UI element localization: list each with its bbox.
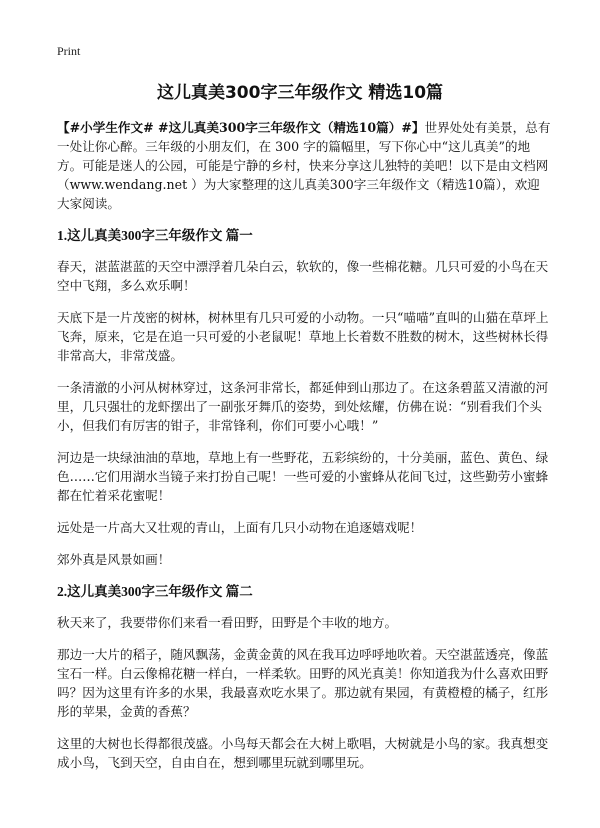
section-paragraph: 这里的大树也长得都很茂盛。小鸟每天都会在大树上歌唱，大树就是小鸟的家。我真想变成小鸟，飞到天空，自由自在，想到哪里玩就到哪里玩。	[57, 736, 549, 770]
section-heading: 2.这儿真美300字三年级作文 篇二	[57, 584, 253, 599]
section-paragraph: 秋天来了，我要带你们来看一看田野，田野是个丰收的地方。	[57, 615, 398, 630]
section-paragraph: 远处是一片高大又壮观的青山，上面有几只小动物在追逐嬉戏呢！	[57, 520, 423, 535]
intro-text: 世界处处有美景，总有一处让你心醉。三年级的小朋友们，在 300 字的篇幅里，写下你心中“这儿真美”的地方。可能是迷人的公园，可能是宁静的乡村，快来分享这儿独特的美吧！以下是由文档网（www.wendang.net ）为大家整理的这儿真美300字三年级作文（精选10篇），欢迎大家阅读。	[57, 120, 551, 211]
section-paragraph: 天底下是一片茂密的树林，树林里有几只可爱的小动物。一只“喵喵”直叫的山猫在草坪上飞奔，原来，它是在追一只可爱的小老鼠呢！草地上长着数不胜数的树木，这些树林长得非常高大，非常茂盛。	[57, 310, 549, 363]
article-body	[57, 118, 552, 785]
intro-paragraph	[57, 118, 552, 213]
section-paragraph: 河边是一块绿油油的草地，草地上有一些野花，五彩缤纷的，十分美丽，蓝色、黄色、绿色……它们用湖水当镜子来打扮自己呢！一些可爱的小蜜蜂从花间飞过，这些勤劳小蜜蜂都在忙着采花蜜呢！	[57, 450, 549, 503]
section-paragraph: 一条清澈的小河从树林穿过，这条河非常长，都延伸到山那边了。在这条碧蓝又清澈的河里，几只强壮的龙虾摆出了一副张牙舞爪的姿势，到处炫耀，仿佛在说：“别看我们个头小，但我们有厉害的钳子，非常锋利，你们可要小心哦！”	[57, 380, 549, 433]
print-link[interactable]: Print	[57, 44, 81, 58]
section-paragraph: 郊外真是风景如画！	[57, 552, 171, 567]
section-paragraph: 春天，湛蓝湛蓝的天空中漂浮着几朵白云，软软的，像一些棉花糖。几只可爱的小鸟在天空中飞翔，多么欢乐啊！	[57, 259, 549, 293]
section-heading: 1.这儿真美300字三年级作文 篇一	[57, 228, 253, 243]
section-paragraph: 那边一大片的稻子，随风飘荡，金黄金黄的风在我耳边呼呼地吹着。天空湛蓝透亮，像蓝宝石一样。白云像棉花糖一样白，一样柔软。田野的风光真美！你知道我为什么喜欢田野吗？因为这里有许多的水果，我最喜欢吃水果了。那边就有果园，有黄橙橙的橘子，红彤彤的苹果，金黄的香蕉？	[57, 647, 549, 719]
page-title: 这儿真美300字三年级作文 精选10篇	[156, 83, 444, 103]
intro-tag: 【#小学生作文# #这儿真美300字三年级作文（精选10篇）#】	[57, 120, 425, 135]
